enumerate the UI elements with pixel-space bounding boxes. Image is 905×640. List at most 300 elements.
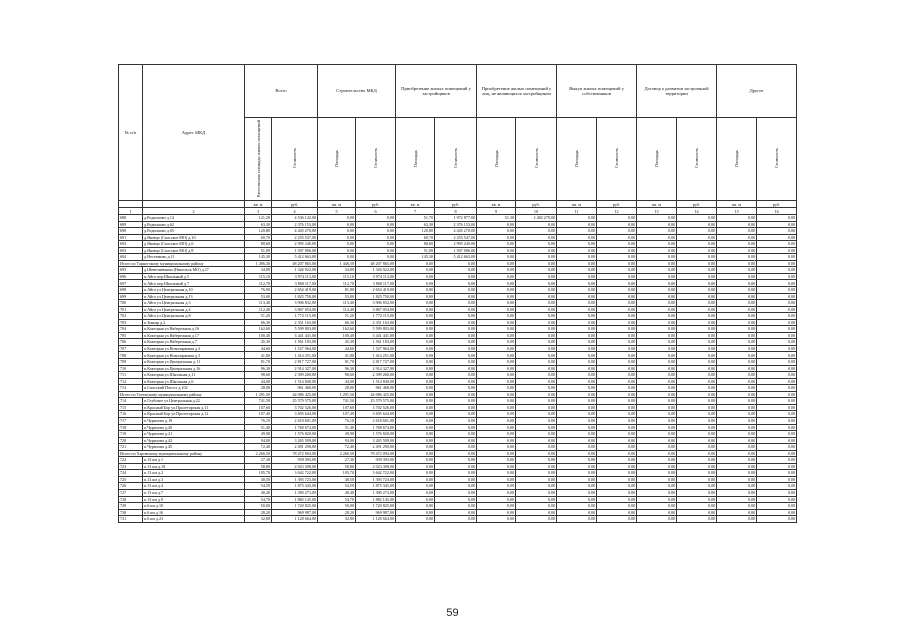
value-cell: 0,00 xyxy=(318,241,356,248)
value-cell: 0,00 xyxy=(396,398,435,405)
header-sub-10: Стоимость xyxy=(677,118,717,201)
row-number-cell: 717 xyxy=(119,417,143,424)
value-cell: 0,00 xyxy=(757,241,797,248)
value-cell: 2 376 153,00 xyxy=(272,221,318,228)
unit-cell-blank xyxy=(143,201,245,208)
address-cell: п.6 км д.10 xyxy=(143,503,245,510)
value-cell: 1 291,50 xyxy=(318,391,356,398)
value-cell: 0,00 xyxy=(516,509,557,516)
value-cell: 44 086 425,00 xyxy=(356,391,396,398)
row-number-cell: 694 xyxy=(119,254,143,261)
value-cell: 0,00 xyxy=(435,463,477,470)
value-cell: 0,00 xyxy=(597,457,637,464)
value-cell: 0,00 xyxy=(717,463,757,470)
value-cell: 0,00 xyxy=(557,444,597,451)
value-cell: 0,00 xyxy=(597,293,637,300)
address-cell: п.13 км д.3 xyxy=(143,476,245,483)
header-row-units xyxy=(119,201,797,208)
value-cell: 0,00 xyxy=(516,352,557,359)
value-cell: 40,50 xyxy=(245,476,272,483)
value-cell: 0,00 xyxy=(757,476,797,483)
value-cell: 0,00 xyxy=(477,483,516,490)
value-cell: 0,00 xyxy=(637,300,677,307)
value-cell: 0,00 xyxy=(356,228,396,235)
value-cell: 0,00 xyxy=(717,372,757,379)
value-cell: 0,00 xyxy=(717,503,757,510)
value-cell: 0,00 xyxy=(637,378,677,385)
value-cell: 0,00 xyxy=(677,352,717,359)
address-cell: п.Айга пер.Школьный д.5 xyxy=(143,273,245,280)
value-cell: 0,00 xyxy=(677,300,717,307)
value-cell: 0,00 xyxy=(477,450,516,457)
value-cell: 0,00 xyxy=(516,359,557,366)
value-cell: 3 702 526,00 xyxy=(272,404,318,411)
value-cell: 0,00 xyxy=(637,345,677,352)
row-number-cell: 731 xyxy=(119,516,143,523)
value-cell: 0,00 xyxy=(677,260,717,267)
header-row-column-numbers xyxy=(119,208,797,215)
value-cell: 0,00 xyxy=(516,391,557,398)
value-cell: 0,00 xyxy=(717,483,757,490)
value-cell: 0,00 xyxy=(477,313,516,320)
value-cell: 28,00 xyxy=(318,385,356,392)
column-number-cell: 15 xyxy=(717,208,757,215)
header-sub-6: Стоимость xyxy=(516,118,557,201)
value-cell: 0,00 xyxy=(757,437,797,444)
value-cell: 2 351 163,00 xyxy=(272,319,318,326)
value-cell: 121,20 xyxy=(245,215,272,222)
value-cell: 0,00 xyxy=(396,411,435,418)
value-cell: 0,00 xyxy=(516,273,557,280)
value-cell: 45,30 xyxy=(245,339,272,346)
value-cell: 0,00 xyxy=(757,391,797,398)
value-cell: 1 972 877,00 xyxy=(435,215,477,222)
value-cell: 0,00 xyxy=(477,463,516,470)
value-cell: 0,00 xyxy=(477,345,516,352)
value-cell: 0,00 xyxy=(597,431,637,438)
value-cell: 0,00 xyxy=(637,437,677,444)
value-cell: 1 720 825,00 xyxy=(356,503,396,510)
value-cell: 0,00 xyxy=(637,450,677,457)
header-group-nondeveloper-purchase: Приобретение жилых помещений у лиц, не являющихся застройщиком xyxy=(477,65,557,118)
value-cell: 0,00 xyxy=(717,313,757,320)
value-cell: 0,00 xyxy=(637,391,677,398)
row-number-cell: 705 xyxy=(119,332,143,339)
value-cell: 2 491 290,00 xyxy=(356,444,396,451)
header-sub-9: Площадь xyxy=(637,118,677,201)
value-cell: 0,00 xyxy=(396,424,435,431)
value-cell: 0,00 xyxy=(637,228,677,235)
column-number-cell: 2 xyxy=(143,208,245,215)
value-cell: 0,00 xyxy=(557,516,597,523)
value-cell: 0,00 xyxy=(557,496,597,503)
value-cell: 0,00 xyxy=(597,470,637,477)
value-cell: 4 445 270,00 xyxy=(272,228,318,235)
value-cell: 0,00 xyxy=(318,247,356,254)
value-cell: 0,00 xyxy=(717,404,757,411)
value-cell: 0,00 xyxy=(757,300,797,307)
value-cell: 0,00 xyxy=(637,503,677,510)
row-number-cell: 715 xyxy=(119,404,143,411)
value-cell: 3 702 526,00 xyxy=(356,404,396,411)
value-cell: 28,20 xyxy=(318,509,356,516)
value-cell: 0,00 xyxy=(677,470,717,477)
value-cell: 0,00 xyxy=(516,234,557,241)
document-table-sheet xyxy=(118,64,796,578)
value-cell: 0,00 xyxy=(757,273,797,280)
value-cell: 0,00 xyxy=(637,372,677,379)
value-cell: 0,00 xyxy=(677,228,717,235)
value-cell: 80,60 xyxy=(396,241,435,248)
value-cell: 0,00 xyxy=(757,398,797,405)
value-cell: 0,00 xyxy=(516,398,557,405)
value-cell: 60,70 xyxy=(245,234,272,241)
value-cell: 0,00 xyxy=(396,345,435,352)
value-cell: 0,00 xyxy=(677,359,717,366)
value-cell: 0,00 xyxy=(637,247,677,254)
value-cell: 0,00 xyxy=(477,503,516,510)
value-cell: 0,00 xyxy=(597,332,637,339)
value-cell: 78 472 094,00 xyxy=(356,450,396,457)
value-cell: 0,00 xyxy=(757,431,797,438)
value-cell: 0,00 xyxy=(396,339,435,346)
header-sub-8: Стоимость xyxy=(597,118,637,201)
row-number-cell: 707 xyxy=(119,345,143,352)
value-cell: 0,00 xyxy=(717,339,757,346)
value-cell: 0,00 xyxy=(557,234,597,241)
value-cell: 0,00 xyxy=(318,215,356,222)
value-cell: 0,00 xyxy=(477,437,516,444)
value-cell: 105,70 xyxy=(318,470,356,477)
value-cell: 0,00 xyxy=(757,365,797,372)
value-cell: 0,00 xyxy=(597,287,637,294)
value-cell: 3 642 722,00 xyxy=(356,470,396,477)
row-number-cell: 712 xyxy=(119,378,143,385)
row-number-cell: 700 xyxy=(119,300,143,307)
value-cell: 0,00 xyxy=(757,332,797,339)
value-cell: 0,00 xyxy=(557,404,597,411)
value-cell: 0,00 xyxy=(557,483,597,490)
address-cell: д.Шевеляевыши (Никольск МО) д.27 xyxy=(143,267,245,274)
value-cell: 0,00 xyxy=(717,359,757,366)
header-sub-0: Стоимость xyxy=(272,118,318,201)
value-cell: 0,00 xyxy=(396,496,435,503)
address-cell: п.13 км д.7 xyxy=(143,489,245,496)
column-number-cell: 9 xyxy=(477,208,516,215)
value-cell: 0,00 xyxy=(717,293,757,300)
value-cell: 0,00 xyxy=(557,450,597,457)
total-label-cell: Итого по Харовскому муниципальному району xyxy=(119,450,245,457)
value-cell: 3 906 832,00 xyxy=(272,300,318,307)
value-cell: 0,00 xyxy=(477,404,516,411)
value-cell: 2 618 601,00 xyxy=(356,417,396,424)
value-cell: 1 514 840,00 xyxy=(356,378,396,385)
value-cell: 0,00 xyxy=(435,378,477,385)
value-cell: 0,00 xyxy=(557,313,597,320)
value-cell: 0,00 xyxy=(717,306,757,313)
value-cell: 0,00 xyxy=(717,352,757,359)
value-cell: 1 947 006,00 xyxy=(435,247,477,254)
value-cell: 0,00 xyxy=(435,332,477,339)
value-cell: 0,00 xyxy=(435,496,477,503)
value-cell: 0,00 xyxy=(717,437,757,444)
value-cell: 741,50 xyxy=(318,398,356,405)
value-cell: 1 875 345,00 xyxy=(272,483,318,490)
value-cell: 0,00 xyxy=(435,293,477,300)
value-cell: 0,00 xyxy=(557,215,597,222)
value-cell: 0,00 xyxy=(677,319,717,326)
value-cell: 94,00 xyxy=(245,437,272,444)
value-cell: 0,00 xyxy=(637,339,677,346)
value-cell: 0,00 xyxy=(516,332,557,339)
row-number-cell: 698 xyxy=(119,287,143,294)
value-cell: 48 207 865,00 xyxy=(356,260,396,267)
value-cell: 0,00 xyxy=(396,359,435,366)
value-cell: 1 576 820,00 xyxy=(272,431,318,438)
value-cell: 0,00 xyxy=(516,221,557,228)
value-cell: 0,00 xyxy=(637,385,677,392)
address-cell: п.Айга ул.Центральная д.8 xyxy=(143,313,245,320)
value-cell: 0,00 xyxy=(677,398,717,405)
header-group-total: Всего xyxy=(245,65,318,118)
value-cell: 969 987,00 xyxy=(272,509,318,516)
value-cell: 0,00 xyxy=(677,417,717,424)
value-cell: 0,00 xyxy=(637,326,677,333)
value-cell: 0,00 xyxy=(717,431,757,438)
value-cell: 0,00 xyxy=(597,404,637,411)
value-cell: 107,40 xyxy=(245,411,272,418)
value-cell: 0,00 xyxy=(477,267,516,274)
value-cell: 1 514 840,00 xyxy=(272,378,318,385)
value-cell: 48 207 865,00 xyxy=(272,260,318,267)
value-cell: 0,00 xyxy=(597,339,637,346)
value-cell: 0,00 xyxy=(757,509,797,516)
value-cell: 51,20 xyxy=(245,313,272,320)
row-number-cell: 688 xyxy=(119,215,143,222)
row-number-cell: 728 xyxy=(119,496,143,503)
value-cell: 0,00 xyxy=(396,516,435,523)
value-cell: 0,00 xyxy=(677,339,717,346)
unit-cell: руб. xyxy=(597,201,637,208)
value-cell: 40,40 xyxy=(318,489,356,496)
address-cell: п.Чурилова д.45 xyxy=(143,444,245,451)
value-cell: 0,00 xyxy=(717,450,757,457)
header-row-groups xyxy=(119,65,797,118)
value-cell: 1 390 273,00 xyxy=(356,489,396,496)
value-cell: 0,00 xyxy=(597,228,637,235)
row-number-cell: 699 xyxy=(119,293,143,300)
value-cell: 0,00 xyxy=(477,287,516,294)
value-cell: 100,40 xyxy=(245,332,272,339)
address-cell: п.Чурилова д.20 xyxy=(143,424,245,431)
value-cell: 49,90 xyxy=(245,431,272,438)
value-cell: 0,00 xyxy=(757,306,797,313)
value-cell: 0,00 xyxy=(356,254,396,261)
value-cell: 120,80 xyxy=(396,228,435,235)
value-cell: 34,80 xyxy=(245,267,272,274)
value-cell: 27,30 xyxy=(318,457,356,464)
value-cell: 0,00 xyxy=(557,372,597,379)
value-cell: 0,00 xyxy=(435,391,477,398)
header-group-owner-buyout: Выкуп жилых помещений у собственников xyxy=(557,65,637,118)
value-cell: 72,40 xyxy=(245,444,272,451)
address-cell: п.Спасский Погост д.102 xyxy=(143,385,245,392)
value-cell: 44,60 xyxy=(245,345,272,352)
value-cell: 0,00 xyxy=(677,450,717,457)
value-cell: 5 599 803,00 xyxy=(356,326,396,333)
value-cell: 0,00 xyxy=(717,228,757,235)
value-cell: 0,00 xyxy=(557,411,597,418)
value-cell: 0,00 xyxy=(435,437,477,444)
value-cell: 0,00 xyxy=(637,424,677,431)
value-cell: 0,00 xyxy=(717,391,757,398)
unit-cell: кв. м xyxy=(245,201,272,208)
value-cell: 0,00 xyxy=(516,463,557,470)
value-cell: 1 576 820,00 xyxy=(356,431,396,438)
value-cell: 0,00 xyxy=(557,391,597,398)
value-cell: 0,00 xyxy=(318,234,356,241)
value-cell: 0,00 xyxy=(597,378,637,385)
value-cell: 0,00 xyxy=(677,280,717,287)
unit-cell: кв. м xyxy=(477,201,516,208)
value-cell: 0,00 xyxy=(757,503,797,510)
value-cell: 0,00 xyxy=(477,417,516,424)
value-cell: 0,00 xyxy=(757,489,797,496)
value-cell: 0,00 xyxy=(597,503,637,510)
value-cell: 2 266,50 xyxy=(245,450,272,457)
address-cell: п.Айга ул.Центральная д.10 xyxy=(143,287,245,294)
address-cell: д.Родионово д.62 xyxy=(143,221,245,228)
value-cell: 28,00 xyxy=(245,385,272,392)
address-cell: п.Кокторня ул.Школьная д.6 xyxy=(143,378,245,385)
value-cell: 115,10 xyxy=(245,273,272,280)
value-cell: 0,00 xyxy=(597,365,637,372)
value-cell: 0,00 xyxy=(477,496,516,503)
value-cell: 0,00 xyxy=(597,254,637,261)
value-cell: 0,00 xyxy=(757,483,797,490)
value-cell: 0,00 xyxy=(597,352,637,359)
table-row xyxy=(119,516,797,523)
value-cell: 0,00 xyxy=(757,345,797,352)
value-cell: 51,00 xyxy=(245,247,272,254)
value-cell: 0,00 xyxy=(557,365,597,372)
column-number-cell: 8 xyxy=(435,208,477,215)
value-cell: 0,00 xyxy=(677,221,717,228)
value-cell: 0,00 xyxy=(557,221,597,228)
value-cell: 0,00 xyxy=(477,234,516,241)
address-cell: д.Родионово д.65 xyxy=(143,228,245,235)
value-cell: 0,00 xyxy=(677,411,717,418)
value-cell: 53,00 xyxy=(245,293,272,300)
value-cell: 45,30 xyxy=(318,339,356,346)
row-number-cell: 725 xyxy=(119,476,143,483)
value-cell: 0,00 xyxy=(516,326,557,333)
value-cell: 0,00 xyxy=(677,273,717,280)
value-cell: 0,00 xyxy=(757,516,797,523)
value-cell: 0,00 xyxy=(435,306,477,313)
value-cell: 1 291,50 xyxy=(245,391,272,398)
value-cell: 0,00 xyxy=(637,306,677,313)
value-cell: 0,00 xyxy=(597,450,637,457)
row-number-cell: 704 xyxy=(119,326,143,333)
value-cell: 51,70 xyxy=(396,215,435,222)
value-cell: 0,00 xyxy=(637,267,677,274)
value-cell: 0,00 xyxy=(435,280,477,287)
value-cell: 0,00 xyxy=(516,313,557,320)
table-body xyxy=(119,215,797,523)
value-cell: 0,00 xyxy=(477,411,516,418)
value-cell: 0,00 xyxy=(717,287,757,294)
value-cell: 0,00 xyxy=(677,332,717,339)
value-cell: 0,00 xyxy=(597,424,637,431)
value-cell: 0,00 xyxy=(637,319,677,326)
row-number-cell: 722 xyxy=(119,457,143,464)
value-cell: 0,00 xyxy=(677,215,717,222)
value-cell: 58,80 xyxy=(318,463,356,470)
value-cell: 96,30 xyxy=(318,365,356,372)
address-cell: п.6 км д.23 xyxy=(143,516,245,523)
address-cell: п.Красный Бор ул.Пролетарская д.11 xyxy=(143,404,245,411)
value-cell: 1 527 964,00 xyxy=(272,345,318,352)
value-cell: 0,00 xyxy=(435,398,477,405)
value-cell: 0,00 xyxy=(318,221,356,228)
value-cell: 0,00 xyxy=(396,313,435,320)
address-cell: д.Яковцо (Спасское МО) д.6 xyxy=(143,241,245,248)
value-cell: 0,00 xyxy=(516,372,557,379)
value-cell: 0,00 xyxy=(717,254,757,261)
value-cell: 27,30 xyxy=(245,457,272,464)
value-cell: 1 496,30 xyxy=(245,260,272,267)
header-sub-7: Площадь xyxy=(557,118,597,201)
value-cell: 0,00 xyxy=(677,424,717,431)
address-cell: п.Кокторня ул.Новопарковая д.5 xyxy=(143,352,245,359)
value-cell: 162,60 xyxy=(245,326,272,333)
value-cell: 1 875 345,00 xyxy=(356,483,396,490)
value-cell: 1 128 664,00 xyxy=(356,516,396,523)
value-cell: 0,00 xyxy=(435,300,477,307)
address-cell: п.Глубокое ул.Центральная д.22 xyxy=(143,398,245,405)
value-cell: 96,30 xyxy=(245,365,272,372)
value-cell: 1 527 964,00 xyxy=(356,345,396,352)
value-cell: 0,00 xyxy=(717,267,757,274)
value-cell: 1 561 183,00 xyxy=(272,339,318,346)
value-cell: 0,00 xyxy=(557,463,597,470)
value-cell: 3 265 509,00 xyxy=(272,437,318,444)
value-cell: 0,00 xyxy=(637,359,677,366)
value-cell: 2 023 308,00 xyxy=(356,463,396,470)
header-sub-4: Стоимость xyxy=(435,118,477,201)
row-number-cell: 729 xyxy=(119,503,143,510)
value-cell: 0,00 xyxy=(356,221,396,228)
value-cell: 0,00 xyxy=(557,300,597,307)
value-cell: 113,40 xyxy=(245,300,272,307)
value-cell: 81,70 xyxy=(245,359,272,366)
address-cell: п.Кокторня ул.Набережная д.7 xyxy=(143,339,245,346)
value-cell: 3 974 113,00 xyxy=(356,273,396,280)
value-cell: 0,00 xyxy=(477,260,516,267)
value-cell: 0,00 xyxy=(677,267,717,274)
value-cell: 0,00 xyxy=(435,516,477,523)
value-cell: 0,00 xyxy=(516,489,557,496)
value-cell: 0,00 xyxy=(597,313,637,320)
row-number-cell: 730 xyxy=(119,509,143,516)
value-cell: 0,00 xyxy=(717,385,757,392)
value-cell: 0,00 xyxy=(477,489,516,496)
value-cell: 0,00 xyxy=(516,503,557,510)
value-cell: 1 390 273,00 xyxy=(272,489,318,496)
value-cell: 0,00 xyxy=(435,444,477,451)
value-cell: 0,00 xyxy=(677,287,717,294)
